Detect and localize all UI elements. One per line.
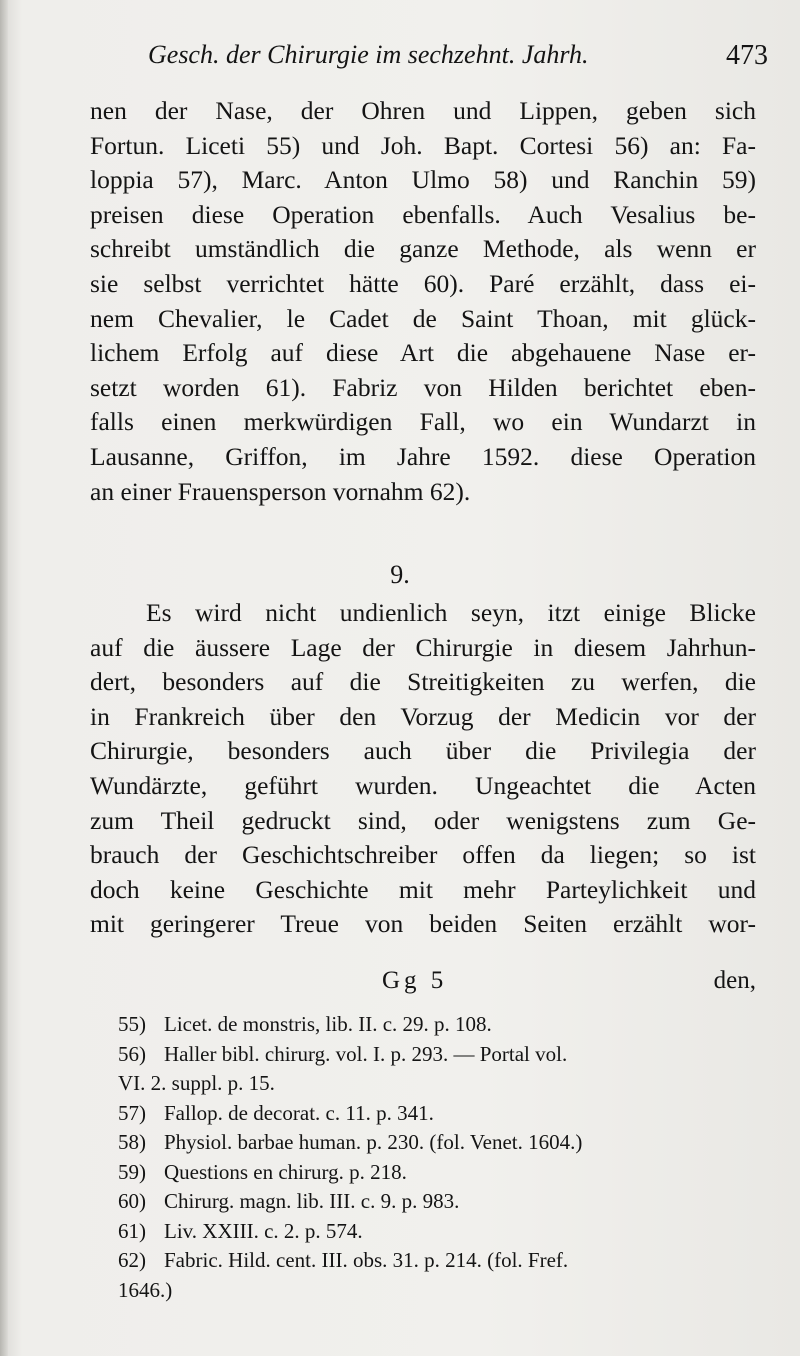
footnotes [118,1010,758,1305]
footnote [118,1158,758,1188]
footnote-text: VI. 2. suppl. p. 15. [118,1071,275,1095]
footnote-continuation [118,1069,758,1099]
text-line: Wundärzte, geführt wurden. Ungeachtet die Acten [90,770,756,800]
footnote-text: 1646.) [118,1277,173,1302]
footnote-number: 62) [118,1248,146,1272]
paragraph-1 [90,94,756,509]
footnote [118,1128,758,1158]
text-line: mit geringerer Treue von beiden Seiten erzählt wor- [90,909,756,939]
text-line: Lausanne, Griffon, im Jahre 1592. diese Operation [90,441,756,471]
section-number: 9. [390,560,410,589]
text-line: falls einen merkwürdigen Fall, wo ein Wundarzt in [90,407,756,437]
footnote-continuation [118,1276,758,1306]
text-line: lichem Erfolg auf diese Art die abgehauene Nase er- [90,338,756,368]
signature-mark: Gg 5 [382,967,448,994]
text-line: preisen diese Operation ebenfalls. Auch Vesalius be- [90,199,756,229]
footnote-text: Chirurg. magn. lib. III. c. 9. p. 983. [164,1189,460,1213]
text-line: an einer Frauensperson vornahm 62). [90,476,471,506]
footnote-text: Liv. XXIII. c. 2. p. 574. [164,1218,363,1243]
footnote-text: Fallop. de decorat. c. 11. p. 341. [164,1100,434,1125]
footnote-number: 60) [118,1189,146,1213]
text-line: setzt worden 61). Fabriz von Hilden berichtet eben- [90,372,756,402]
text-line: doch keine Geschichte mit mehr Parteylichkeit und [90,874,756,904]
catchword: den, [713,967,756,994]
running-title: Gesch. der Chirurgie im sechzehnt. Jahrh. [148,40,589,69]
text-line: auf die äussere Lage der Chirurgie in diesem Jahrhun- [90,632,756,662]
footnote-text: Questions en chirurg. p. 218. [164,1159,407,1184]
footnote [118,1217,758,1247]
footnote-number: 59) [118,1159,146,1184]
text-line: nen der Nase, der Ohren und Lippen, geben sich [90,96,756,125]
text-line: in Frankreich über den Vorzug der Medicin vor der [90,701,756,731]
footnote [118,1246,758,1276]
footnote-number: 58) [118,1130,146,1154]
footnote-text: Haller bibl. chirurg. vol. I. p. 293. — Portal vol. [164,1041,568,1066]
footnote-number: 57) [118,1100,146,1125]
footnote [118,1099,758,1129]
footnote-text: Fabric. Hild. cent. III. obs. 31. p. 214. (fol. Fref. [164,1248,569,1272]
footnote-text: Physiol. barbae human. p. 230. (fol. Venet. 1604.) [164,1130,583,1154]
text-line: brauch der Geschichtschreiber offen da liegen; so ist [90,840,756,870]
footnote-text: Licet. de monstris, lib. II. c. 29. p. 108. [164,1012,492,1036]
footnote-number: 55) [118,1012,146,1036]
text-line: schreibt umständlich die ganze Methode, als wenn er [90,234,756,264]
page-number: 473 [726,40,768,71]
text-line: sie selbst verrichtet hätte 60). Paré erzählt, dass ei- [90,268,756,298]
page-header [148,40,768,80]
text-line: Es wird nicht undienlich seyn, itzt einige Blicke [146,598,756,627]
footnote [118,1187,758,1217]
footnote [118,1010,758,1040]
text-line: Fortun. Liceti 55) und Joh. Bapt. Cortesi 56) an: Fa- [90,130,756,160]
footnote-number: 56) [118,1041,146,1066]
text-line: nem Chevalier, le Cadet de Saint Thoan, mit glück- [90,303,756,333]
paragraph-2 [90,596,756,942]
text-line: zum Theil gedruckt sind, oder wenigstens zum Ge- [90,805,756,835]
footnote-number: 61) [118,1218,146,1243]
footnote [118,1040,758,1070]
text-line: dert, besonders auf die Streitigkeiten zu werfen, die [90,667,756,697]
text-line: Chirurgie, besonders auch über die Privilegia der [90,736,756,766]
text-line: loppia 57), Marc. Anton Ulmo 58) und Ranchin 59) [90,165,756,195]
page-edge [0,0,8,1356]
